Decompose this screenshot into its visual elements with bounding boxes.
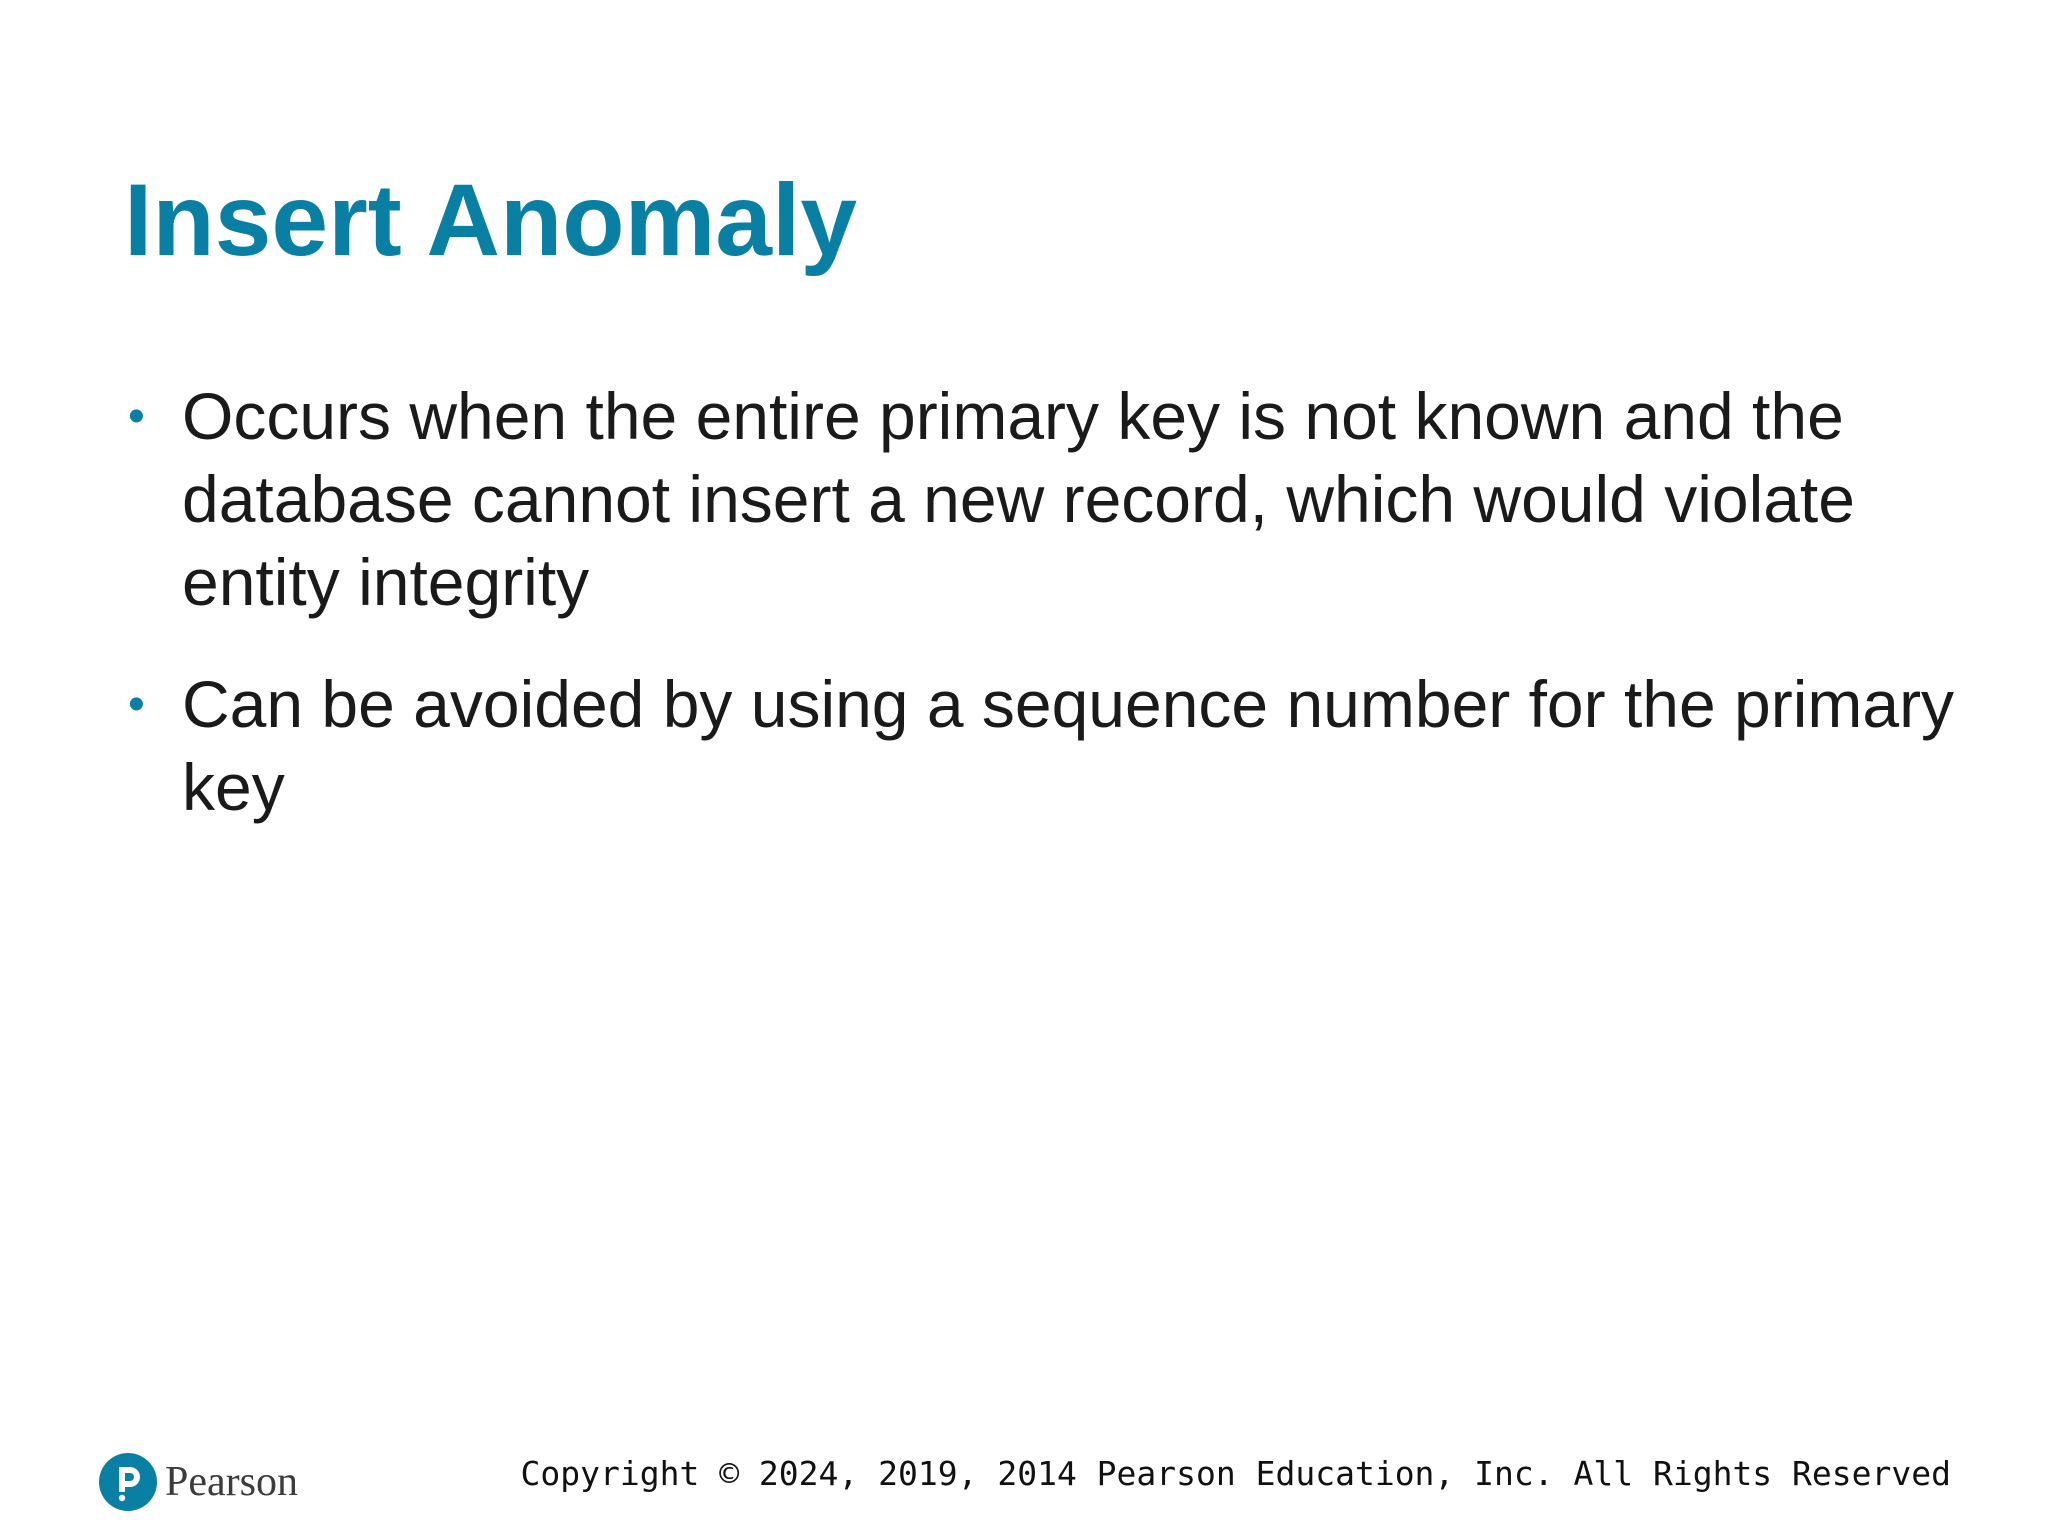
list-item [124, 663, 1984, 829]
bullet-text: Can be avoided by using a sequence number for the primary key [182, 667, 1955, 824]
logo-text: Pearson [165, 1459, 298, 1505]
pearson-p-logo-icon [99, 1453, 157, 1511]
list-item [124, 375, 1984, 624]
pearson-logo [99, 1450, 298, 1514]
slide-title: Insert Anomaly [124, 163, 858, 277]
slide-footer [0, 1440, 2048, 1520]
bullet-dot-icon: • [128, 678, 145, 731]
copyright-notice: Copyright © 2024, 2019, 2014 Pearson Education, Inc. All Rights Reserved [520, 1454, 1951, 1493]
bullet-dot-icon: • [128, 390, 145, 443]
bullet-list [124, 375, 1984, 868]
bullet-text: Occurs when the entire primary key is not known and the database cannot insert a new record, which would violate entity integrity [182, 379, 1855, 619]
